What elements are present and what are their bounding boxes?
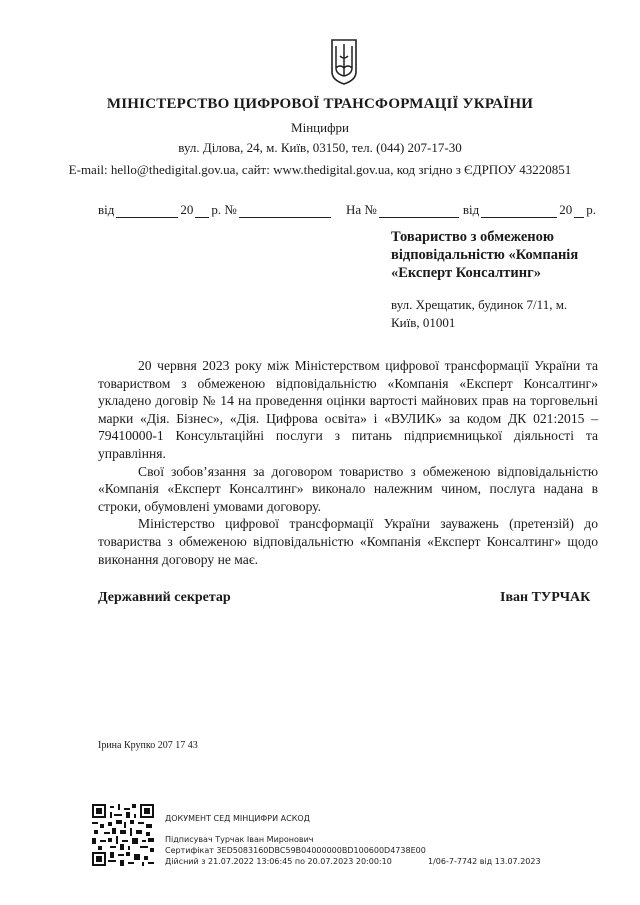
signatory-name: Іван ТУРЧАК <box>500 590 591 605</box>
outgoing-ref-line <box>98 202 333 218</box>
ministry-address: вул. Ділова, 24, м. Київ, 03150, тел. (044) 207-17-30 <box>178 140 462 155</box>
sed-validity: Дійсний з 21.07.2022 13:06:45 по 20.07.2023 20:00:10 <box>165 857 392 866</box>
executor-info: Ірина Крупко 207 17 43 <box>98 740 198 751</box>
trident-emblem-icon <box>330 38 358 86</box>
incoming-year-label: 20 <box>559 202 573 217</box>
recipient-name: Товариство з обмеженою відповідальністю «Компанія «Експерт Консалтинг» <box>391 229 579 281</box>
sed-title: ДОКУМЕНТ СЕД МІНЦИФРИ АСКОД <box>165 814 310 823</box>
incoming-number-blank <box>379 205 459 218</box>
registration-number: 1/06-7-7742 від 13.07.2023 <box>428 857 541 866</box>
ref-number-label: р. № <box>211 202 237 217</box>
incoming-to-label: На № <box>346 202 377 217</box>
ref-from-label: від <box>98 202 115 217</box>
body-paragraph-1: 20 червня 2023 року між Міністерством цифрової трансформації України та товариством з обмеженою відповідальністю «Компанія «Експерт Консалтинг» укладено договір № 14 на проведення оцінки вартості майнових прав на торговельні марки «Дія. Бізнес», «Дія. Цифрова освіта» і «ВУЛИК» за кодом ДК 021:2015 – 79410000-1 Консультаційні послуги з питань підприємницької діяльності та управління. <box>98 358 598 461</box>
ministry-name: МІНІСТЕРСТВО ЦИФРОВОЇ ТРАНСФОРМАЦІЇ УКРАЇНИ <box>106 96 534 112</box>
incoming-date-blank <box>481 205 557 218</box>
incoming-from-label: від <box>462 202 480 217</box>
sed-signer: Підписувач Турчак Іван Миронович <box>165 835 314 844</box>
body-paragraph-2: Свої зобов’язання за договором товариство з обмеженою відповідальністю «Компанія «Експерт Консалтинг» виконало належним чином, послуга надана в строки, обумовлені умовами договору. <box>98 463 598 514</box>
signatory-title: Державний секретар <box>98 590 231 605</box>
ref-date-blank <box>116 205 178 218</box>
sed-certificate: Сертифікат 3ED5083160DBC59B04000000BD100600D4738E00 <box>165 846 426 855</box>
ministry-contacts: E-mail: hello@thedigital.gov.ua, сайт: www.thedigital.gov.ua, код згідно з ЄДРПОУ 43220851 <box>68 162 572 177</box>
incoming-year-blank <box>574 205 584 218</box>
ref-year-label: 20 <box>180 202 194 217</box>
incoming-year-suffix: р. <box>586 202 596 217</box>
body-paragraph-3: Міністерство цифрової трансформації України зауважень (претензій) до товариства з обмеженою відповідальністю «Компанія «Експерт Консалтинг» щодо виконання договору не має. <box>98 516 598 567</box>
ref-number-blank <box>239 205 331 218</box>
incoming-ref-line <box>346 202 596 218</box>
qr-code-icon <box>92 804 154 866</box>
letter-body <box>98 357 598 568</box>
recipient-address: вул. Хрещатик, будинок 7/11, м. Київ, 01001 <box>391 297 568 330</box>
ref-year-blank <box>195 205 209 218</box>
ministry-short-name: Мінцифри <box>291 120 349 135</box>
